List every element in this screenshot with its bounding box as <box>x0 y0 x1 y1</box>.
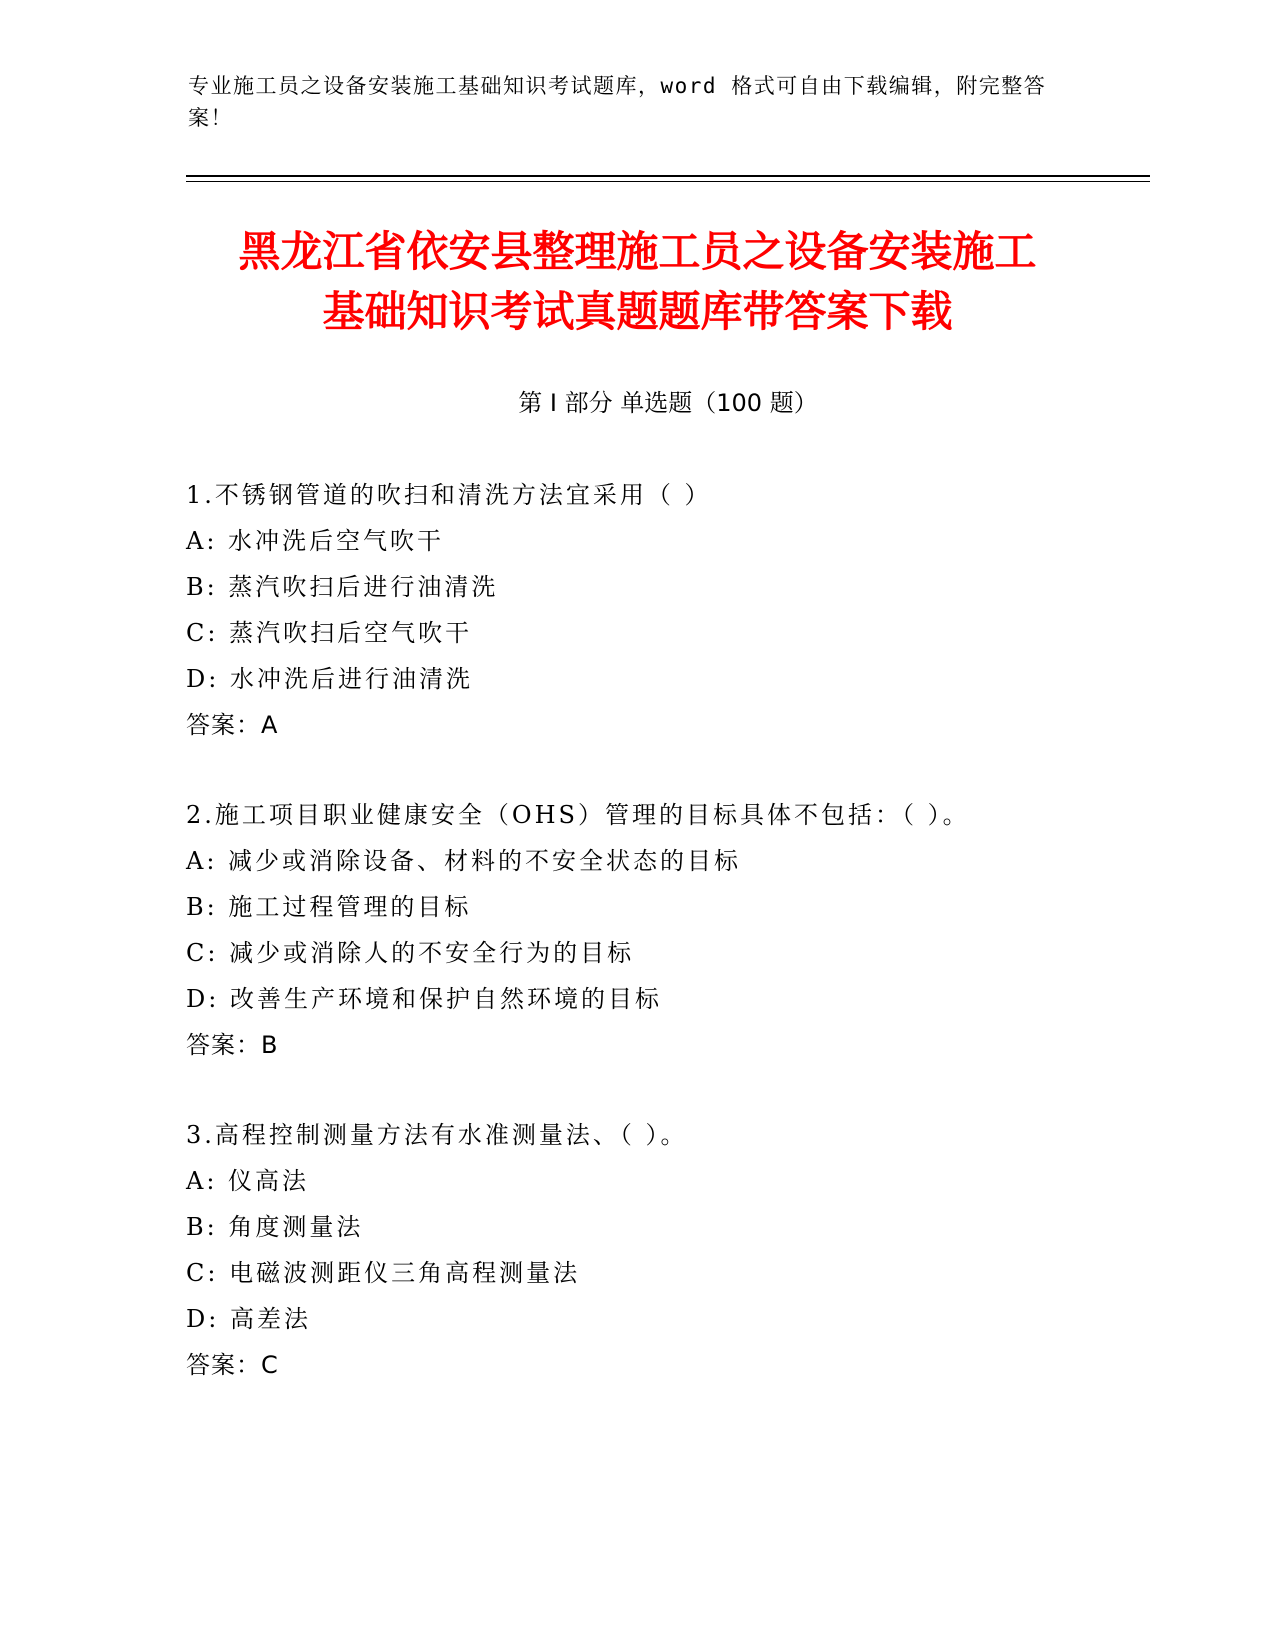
option-c: C: 电磁波测距仪三角高程测量法 <box>186 1259 581 1287</box>
option-b: B: 蒸汽吹扫后进行油清洗 <box>186 573 499 601</box>
document-title <box>160 222 1115 342</box>
option-a: A: 水冲洗后空气吹干 <box>186 527 445 555</box>
header-divider-thin <box>186 181 1150 182</box>
section-title: 第 I 部分 单选题（100 题） <box>518 389 818 417</box>
question-list <box>186 472 1150 1432</box>
option-a: A: 仪高法 <box>186 1167 310 1195</box>
option-c: C: 蒸汽吹扫后空气吹干 <box>186 619 473 647</box>
question-stem: 3.高程控制测量方法有水准测量法、（ ）。 <box>186 1121 688 1149</box>
option-b: B: 施工过程管理的目标 <box>186 893 472 921</box>
document-title-line-2: 基础知识考试真题题库带答案下载 <box>322 287 953 336</box>
option-d: D: 改善生产环境和保护自然环境的目标 <box>186 985 662 1013</box>
question-2 <box>186 792 1150 1068</box>
header-divider-thick <box>186 175 1150 177</box>
question-stem: 2.施工项目职业健康安全（OHS）管理的目标具体不包括：（ ）。 <box>186 801 970 829</box>
question-3 <box>186 1112 1150 1388</box>
option-a: A: 减少或消除设备、材料的不安全状态的目标 <box>186 847 742 875</box>
option-d: D: 高差法 <box>186 1305 311 1333</box>
answer: 答案：B <box>186 1031 279 1059</box>
document-title-line-1: 黑龙江省依安县整理施工员之设备安装施工 <box>238 227 1037 276</box>
question-stem: 1.不锈钢管道的吹扫和清洗方法宜采用（ ） <box>186 481 712 509</box>
header-note: 专业施工员之设备安装施工基础知识考试题库，word 格式可自由下载编辑，附完整答案！ <box>188 74 1047 130</box>
question-1 <box>186 472 1150 748</box>
answer: 答案：C <box>186 1351 279 1379</box>
option-c: C: 减少或消除人的不安全行为的目标 <box>186 939 635 967</box>
option-d: D: 水冲洗后进行油清洗 <box>186 665 473 693</box>
answer: 答案：A <box>186 711 279 739</box>
option-b: B: 角度测量法 <box>186 1213 364 1241</box>
